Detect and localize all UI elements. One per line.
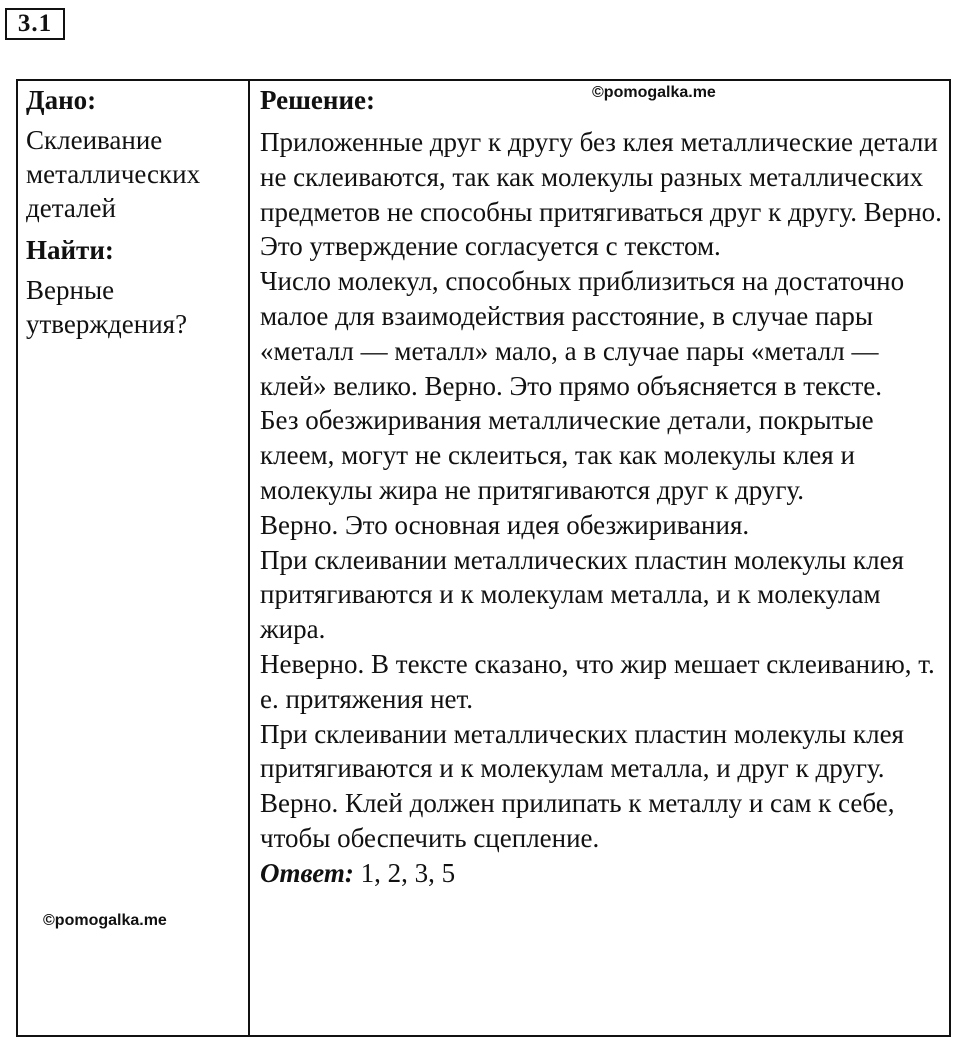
- task-number-box: 3.1: [5, 8, 65, 40]
- watermark-bottom: ©pomogalka.me: [43, 912, 167, 929]
- solution-paragraph: Верно. Клей должен прилипать к металлу и сам к себе, чтобы обеспечить сцепление.: [260, 788, 895, 853]
- solution-paragraph: Неверно. В тексте сказано, что жир мешает склеиванию, т. е. притяжения нет.: [260, 648, 935, 714]
- find-heading: Найти:: [26, 235, 114, 265]
- given-column: [26, 83, 244, 341]
- solution-column: [260, 83, 950, 891]
- given-text: Склеивание металлических деталей: [26, 125, 201, 223]
- solution-table: [16, 79, 951, 1037]
- solution-heading: Решение:: [260, 85, 375, 115]
- column-divider: [248, 81, 250, 1035]
- solution-paragraph: Верно. Это основная идея обезжиривания.: [260, 509, 750, 540]
- solution-paragraph: При склеивании металлических пластин молекулы клея притягиваются и к молекулам металла, и друг к другу.: [260, 718, 904, 784]
- given-heading: Дано:: [26, 85, 97, 115]
- solution-paragraph: Число молекул, способных приблизиться на достаточно малое для взаимодействия расстояние, в случае пары «металл — металл» мало, а в случае пары «металл — клей» велико. Верно. Это прямо объясняется в тексте.: [260, 266, 905, 401]
- answer-label: Ответ:: [260, 857, 354, 888]
- watermark-top: ©pomogalka.me: [592, 84, 716, 101]
- answer-line: [260, 856, 950, 891]
- find-text: Верные утверждения?: [26, 275, 188, 339]
- answer-value: 1, 2, 3, 5: [360, 857, 456, 888]
- solution-paragraph: Без обезжиривания металлические детали, покрытые клеем, могут не склеиться, так как молекулы клея и молекулы жира не притягиваются друг к другу.: [260, 405, 874, 505]
- solution-paragraph: Приложенные друг к другу без клея металлические детали не склеиваются, так как молекулы разных металлических предметов не способны притягиваться друг к другу. Верно. Это утверждение согласуется с текстом.: [260, 127, 942, 262]
- solution-paragraph: При склеивании металлических пластин молекулы клея притягиваются и к молекулам металла, и к молекулам жира.: [260, 544, 904, 645]
